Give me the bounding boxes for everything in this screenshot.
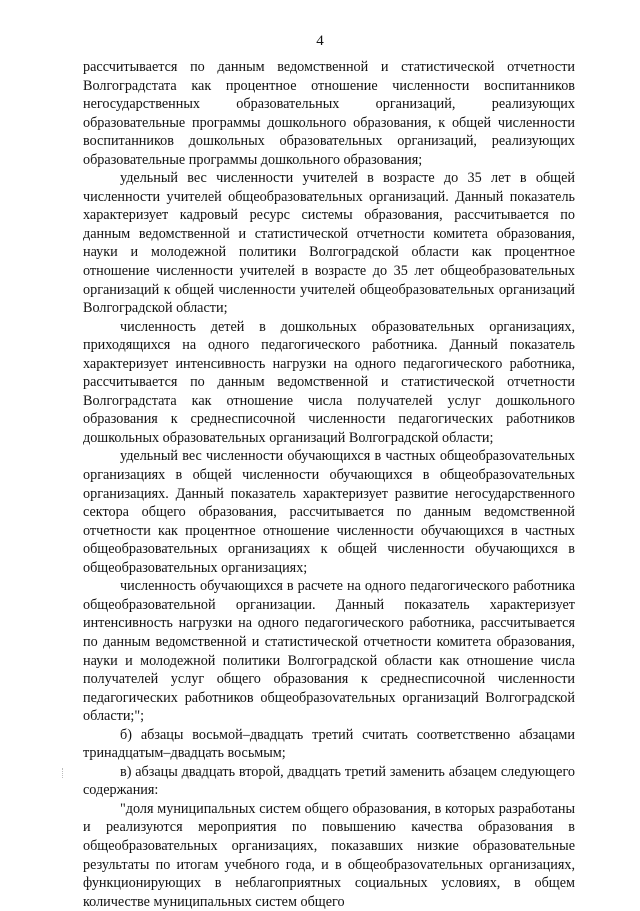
document-body <box>83 58 575 911</box>
paragraph-renumbering-clause: б) абзацы восьмой–двадцать третий считать соответственно абзацами тринадцатым–двадцать восьмым; <box>83 726 575 762</box>
paragraph-children-per-teacher: численность детей в дошкольных образовательных организациях, приходящихся на одного педагогического работника. Данный показатель характеризует интенсивность нагрузки на одного педагогического работника, рассчитывается по данным ведомственной и статистической отчетности Волгоградстата как отношение числа получателей услуг дошкольного образования к среднесписочной численности педагогических работников дошкольных образовательных организаций Волгоградской области; <box>83 318 575 446</box>
paragraph-young-teachers-share: удельный вес численности учителей в возрасте до 35 лет в общей численности учителей общеобразовательных организаций. Данный показатель характеризует кадровый ресурс системы образования, рассчитывается по данным ведомственной и статистической отчетности комитета образования, науки и молодежной политики Волгоградской области как процентное отношение численности учителей в возрасте до 35 лет общеобразовательных организаций к общей численности учителей общеобразовательных организаций Волгоградской области; <box>83 170 575 317</box>
paragraph-replacement-clause: в) абзацы двадцать второй, двадцать третий заменить абзацем следующего содержания: <box>83 763 575 799</box>
margin-scan-mark <box>62 768 66 778</box>
paragraph-municipal-systems-share: "доля муниципальных систем общего образования, в которых разработаны и реализуются мероприятия по повышению качества образования в общеобразовательных организациях, показавших низкие образовательные результаты по итогам учебного года, и в общеобразоvательных организациях, функционирующих в неблагоприятных социальных условиях, в общем количестве муниципальных систем общего <box>83 800 575 910</box>
paragraph-private-school-students-share: удельный вес численности обучающихся в частных общеобразоvательных организациях в общей численности обучающихся в общеобразоvательных организациях. Данный показатель характеризует развитие негосударственного сектора общего образования, рассчитывается по данным ведомственной отчетности как процентное отношение численности обучающихся в частных общеобразовательных организациях к общей численности обучающихся в общеобразовательных организациях; <box>83 448 575 576</box>
paragraph-students-per-teacher: численность обучающихся в расчете на одного педагогического работника общеобразовательной организации. Данный показатель характеризует интенсивность нагрузки на одного педагогического работника, рассчитывается по данным ведомственной и статистической отчетности комитета образования, науки и молодежной политики Волгоградской области как отношение числа получателей услуг общего образования к среднесписочной численности педагогических работников общеобразоvательных организаций Волгоградской области;"; <box>83 578 575 725</box>
page-number: 4 <box>316 33 324 49</box>
paragraph-preschool-private-share: рассчитывается по данным ведомственной и статистической отчетности Волгоградстата как процентное отношение численности воспитанников негосударственных образовательных организаций, реализующих образовательные программы дошкольного образования, к общей численности воспитанников дошкольных образовательных организаций, реализующих образовательные программы дошкольного образования; <box>83 59 575 168</box>
